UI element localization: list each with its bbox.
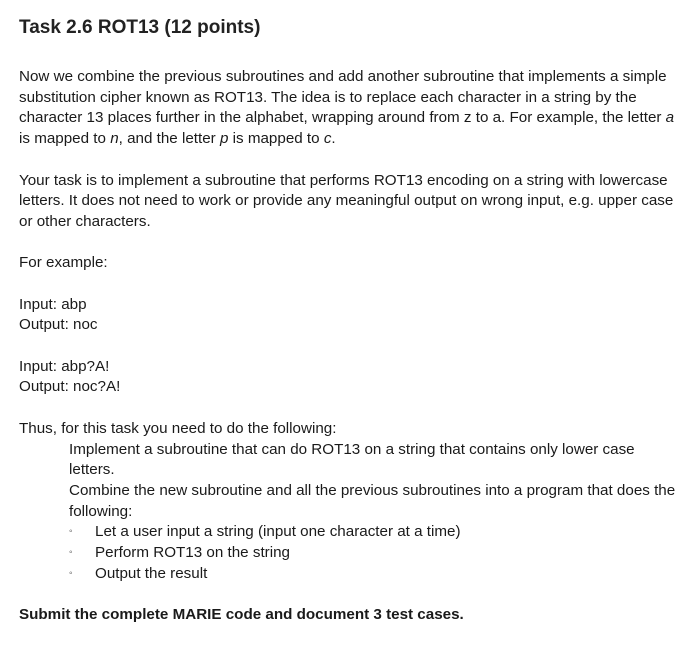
bullet-circle-icon: ◦ bbox=[69, 526, 73, 538]
task-title: Task 2.6 ROT13 (12 points) bbox=[19, 17, 261, 38]
intro-text-5: . bbox=[331, 130, 336, 148]
example-2-input: Input: abp?A! bbox=[19, 357, 110, 375]
step-2: Combine the new subroutine and all the previous subroutines into a program that does the following: bbox=[69, 481, 676, 520]
bullet-text: Perform ROT13 on the string bbox=[95, 544, 290, 562]
intro-text-4: is mapped to bbox=[228, 130, 324, 148]
intro-text-2: is mapped to bbox=[19, 130, 111, 148]
list-item bbox=[69, 543, 679, 564]
example-2-output: Output: noc?A! bbox=[19, 378, 121, 396]
list-item bbox=[69, 564, 679, 585]
bullet-circle-icon: ◦ bbox=[69, 547, 73, 559]
document-page bbox=[19, 14, 679, 626]
bullet-circle-icon: ◦ bbox=[69, 567, 73, 579]
list-item bbox=[69, 522, 679, 543]
thus-paragraph: Thus, for this task you need to do the following: bbox=[19, 419, 337, 437]
step-bullet-list bbox=[19, 522, 679, 584]
step-1: Implement a subroutine that can do ROT13 on a string that contains only lower case letters. bbox=[69, 440, 635, 479]
task-paragraph: Your task is to implement a subroutine that performs ROT13 encoding on a string with lowercase letters. It does not need to work or provide any meaningful output on wrong input, e.g. upper case or other characters. bbox=[19, 171, 674, 230]
letter-c: c bbox=[323, 130, 332, 148]
letter-a: a bbox=[665, 109, 675, 127]
letter-n: n bbox=[110, 130, 119, 148]
example-1-input: Input: abp bbox=[19, 295, 87, 313]
letter-p: p bbox=[219, 130, 229, 148]
bullet-text: Let a user input a string (input one character at a time) bbox=[95, 523, 461, 541]
intro-paragraph bbox=[19, 67, 679, 150]
for-example-label: For example: bbox=[19, 254, 108, 272]
example-1-output: Output: noc bbox=[19, 316, 98, 334]
submit-instruction: Submit the complete MARIE code and document 3 test cases. bbox=[19, 606, 464, 624]
bullet-text: Output the result bbox=[95, 564, 208, 582]
intro-text-3: , and the letter bbox=[118, 130, 220, 148]
intro-text-1: Now we combine the previous subroutines and add another subroutine that implements a simple substitution cipher known as ROT13. The idea is to replace each character in a string by the character 13 places further in the alphabet, wrapping around from z to a. For example, the letter bbox=[19, 68, 667, 127]
